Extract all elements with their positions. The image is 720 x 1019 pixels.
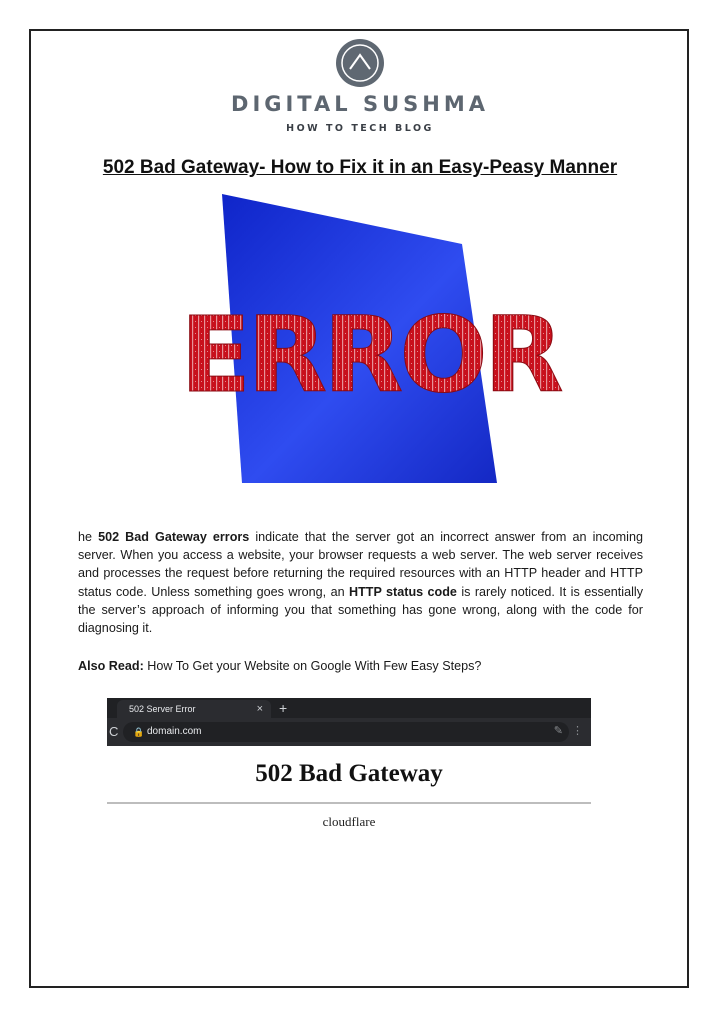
site-logo[interactable] bbox=[0, 38, 720, 134]
para-text-2: indicate that the server got an incorrect answer from an incoming server. When you access a website, your browser requests a web server. The web server receives and processes the request before returning the required resources with an HTTP header and HTTP status code. Unless something goes wrong, an bbox=[78, 530, 643, 599]
browser-screenshot bbox=[107, 698, 591, 960]
browser-page bbox=[107, 746, 591, 960]
also-read-line bbox=[78, 659, 643, 673]
close-icon[interactable]: × bbox=[256, 703, 263, 715]
browser-toolbar bbox=[107, 718, 591, 746]
pencil-icon[interactable]: ✎ bbox=[553, 725, 563, 737]
also-read-link[interactable]: How To Get your Website on Google With Few Easy Steps? bbox=[143, 659, 482, 673]
para-text-1: he bbox=[78, 530, 99, 544]
browser-tab-bar bbox=[107, 698, 591, 718]
error-illustration bbox=[170, 192, 570, 487]
address-bar[interactable] bbox=[123, 722, 569, 742]
lock-icon: 🔒 bbox=[133, 727, 145, 737]
error-heading: 502 Bad Gateway bbox=[255, 760, 443, 787]
tab-title: 502 Server Error bbox=[129, 704, 196, 714]
error-word: ERROR bbox=[180, 294, 560, 416]
para-text-3: is rarely noticed. It is essentially the server’s approach of informing you that something has gone wrong, along with the code for diagnosing it. bbox=[78, 584, 643, 636]
para-bold-2: HTTP status code bbox=[348, 584, 457, 599]
new-tab-icon[interactable]: + bbox=[279, 700, 288, 716]
para-bold-1: 502 Bad Gateway errors bbox=[98, 530, 250, 544]
divider bbox=[107, 802, 591, 804]
article-title: 502 Bad Gateway- How to Fix it in an Easy-Peasy Manner bbox=[102, 157, 618, 178]
also-read-label: Also Read: bbox=[78, 659, 144, 673]
url-text: domain.com bbox=[147, 726, 202, 737]
intro-paragraph bbox=[78, 528, 643, 637]
browser-tab[interactable] bbox=[117, 700, 271, 718]
logo-name: DIGITAL SUSHMA bbox=[231, 92, 489, 116]
reload-icon[interactable]: C bbox=[109, 724, 119, 739]
logo-tagline: HOW TO TECH BLOG bbox=[286, 123, 434, 134]
error-footer: cloudflare bbox=[322, 814, 376, 829]
menu-icon[interactable]: ⋮ bbox=[572, 725, 583, 737]
logo-peak-icon bbox=[335, 38, 385, 88]
